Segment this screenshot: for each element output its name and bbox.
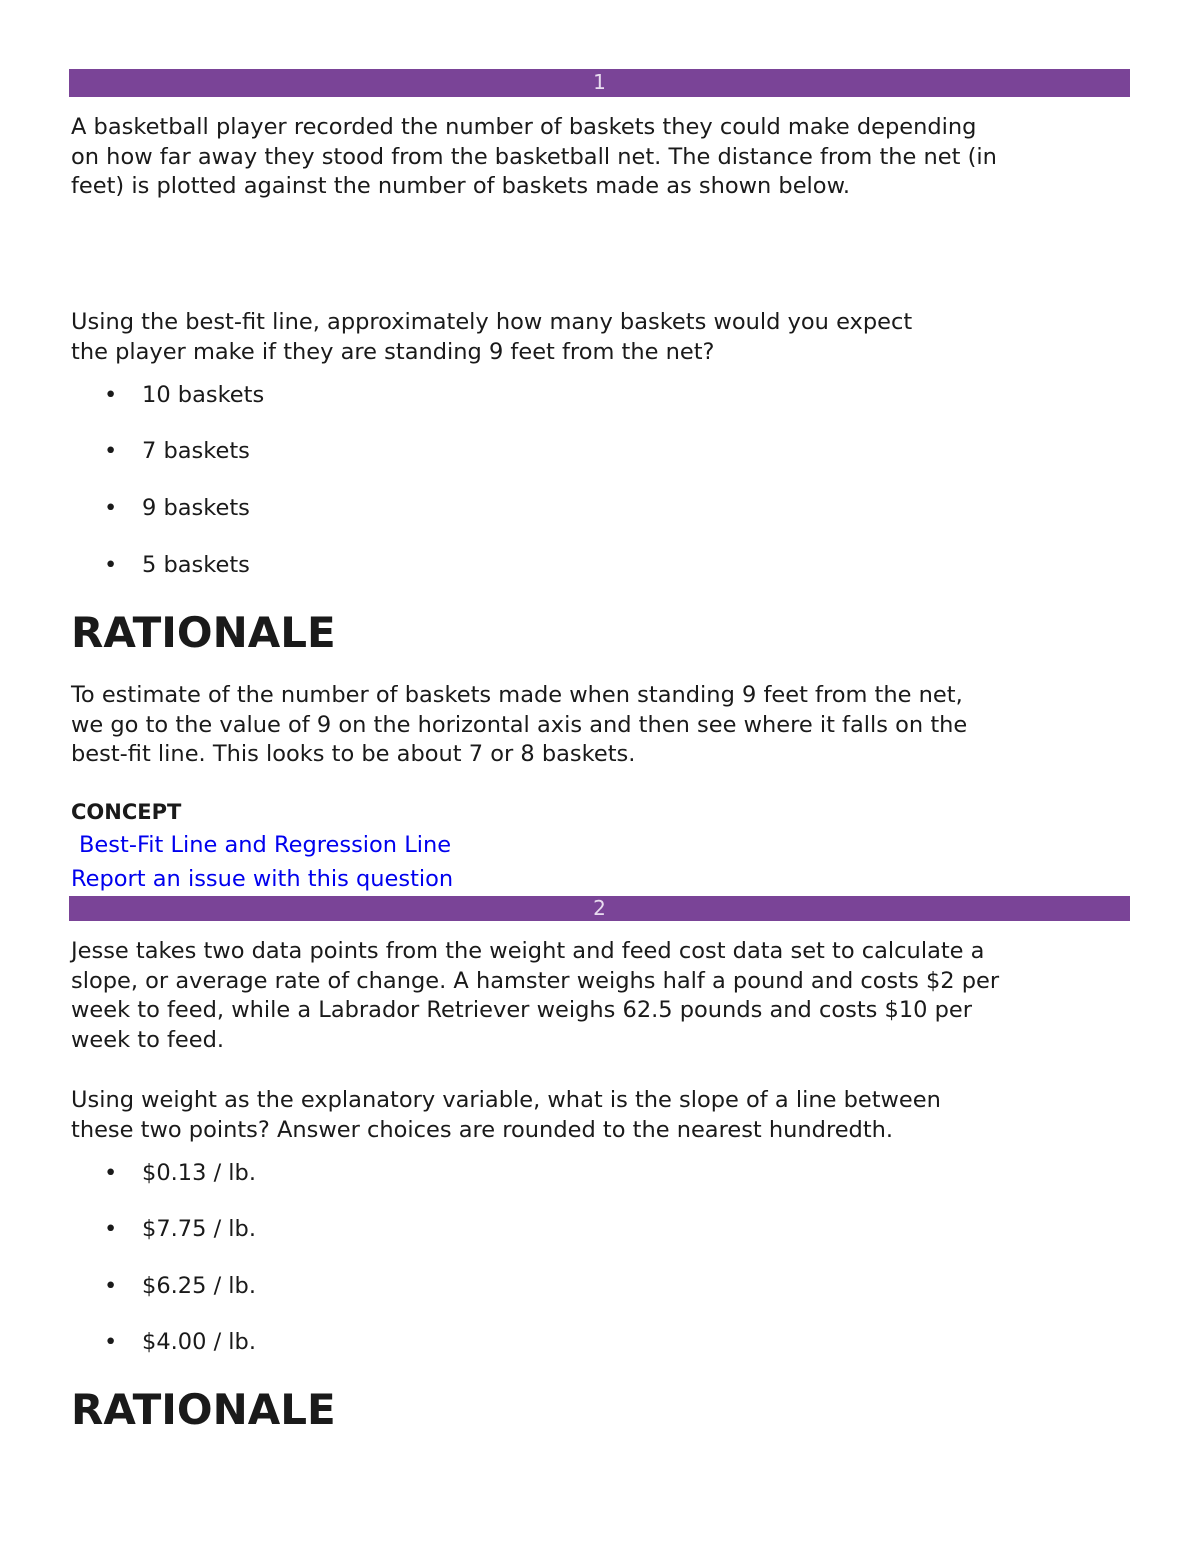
answer-choice[interactable]: [104, 1273, 256, 1299]
answer-choice[interactable]: [104, 552, 250, 578]
bullet-icon: •: [104, 382, 118, 408]
question-line: the player make if they are standing 9 feet from the net?: [71, 338, 715, 365]
prompt-line: A basketball player recorded the number of baskets they could make depending: [71, 114, 977, 140]
bullet-icon: •: [104, 495, 118, 521]
answer-choice[interactable]: [104, 1329, 256, 1355]
prompt-line: week to feed.: [71, 1026, 225, 1053]
choice-label: $4.00 / lb.: [142, 1329, 256, 1355]
answer-choice[interactable]: [104, 1216, 256, 1242]
choice-label: 10 baskets: [142, 382, 265, 408]
answer-choice[interactable]: [104, 382, 264, 408]
question-1-prompt: [71, 113, 997, 202]
prompt-line: on how far away they stood from the basketball net. The distance from the net (in: [71, 143, 997, 170]
bullet-icon: •: [104, 1273, 118, 1299]
concept-link[interactable]: Best-Fit Line and Regression Line: [79, 832, 452, 858]
choice-label: $7.75 / lb.: [142, 1216, 256, 1242]
rationale-line: To estimate of the number of baskets made when standing 9 feet from the net,: [71, 682, 963, 708]
answer-choice[interactable]: [104, 438, 250, 464]
prompt-line: week to feed, while a Labrador Retriever weighs 62.5 pounds and costs $10 per: [71, 997, 972, 1024]
rationale-text: [71, 681, 967, 770]
bullet-icon: •: [104, 1160, 118, 1186]
choice-label: $6.25 / lb.: [142, 1273, 256, 1299]
question-2-header-bar: 2: [69, 896, 1130, 921]
bullet-icon: •: [104, 1216, 118, 1242]
concept-label: CONCEPT: [71, 800, 182, 824]
choice-label: $0.13 / lb.: [142, 1160, 256, 1186]
bullet-icon: •: [104, 438, 118, 464]
question-line: Using weight as the explanatory variable, what is the slope of a line between: [71, 1087, 941, 1113]
rationale-line: best-fit line. This looks to be about 7 or 8 baskets.: [71, 741, 636, 768]
choice-label: 7 baskets: [142, 438, 250, 464]
prompt-line: feet) is plotted against the number of baskets made as shown below.: [71, 173, 851, 200]
prompt-line: slope, or average rate of change. A hamster weighs half a pound and costs $2 per: [71, 967, 1000, 994]
choice-label: 9 baskets: [142, 495, 250, 521]
prompt-line: Jesse takes two data points from the weight and feed cost data set to calculate a: [71, 938, 985, 964]
question-2-question: [71, 1086, 941, 1145]
rationale-heading: RATIONALE: [71, 608, 336, 657]
rationale-line: we go to the value of 9 on the horizontal axis and then see where it falls on the: [71, 711, 968, 738]
question-line: Using the best-fit line, approximately how many baskets would you expect: [71, 309, 913, 335]
bullet-icon: •: [104, 552, 118, 578]
question-2-prompt: [71, 937, 999, 1055]
choice-label: 5 baskets: [142, 552, 250, 578]
question-1-question: [71, 308, 912, 367]
bullet-icon: •: [104, 1329, 118, 1355]
report-issue-link[interactable]: Report an issue with this question: [71, 866, 454, 892]
question-1-header-bar: 1: [69, 69, 1130, 97]
rationale-heading: RATIONALE: [71, 1385, 336, 1434]
question-line: these two points? Answer choices are rounded to the nearest hundredth.: [71, 1116, 894, 1143]
answer-choice[interactable]: [104, 495, 250, 521]
answer-choice[interactable]: [104, 1160, 256, 1186]
